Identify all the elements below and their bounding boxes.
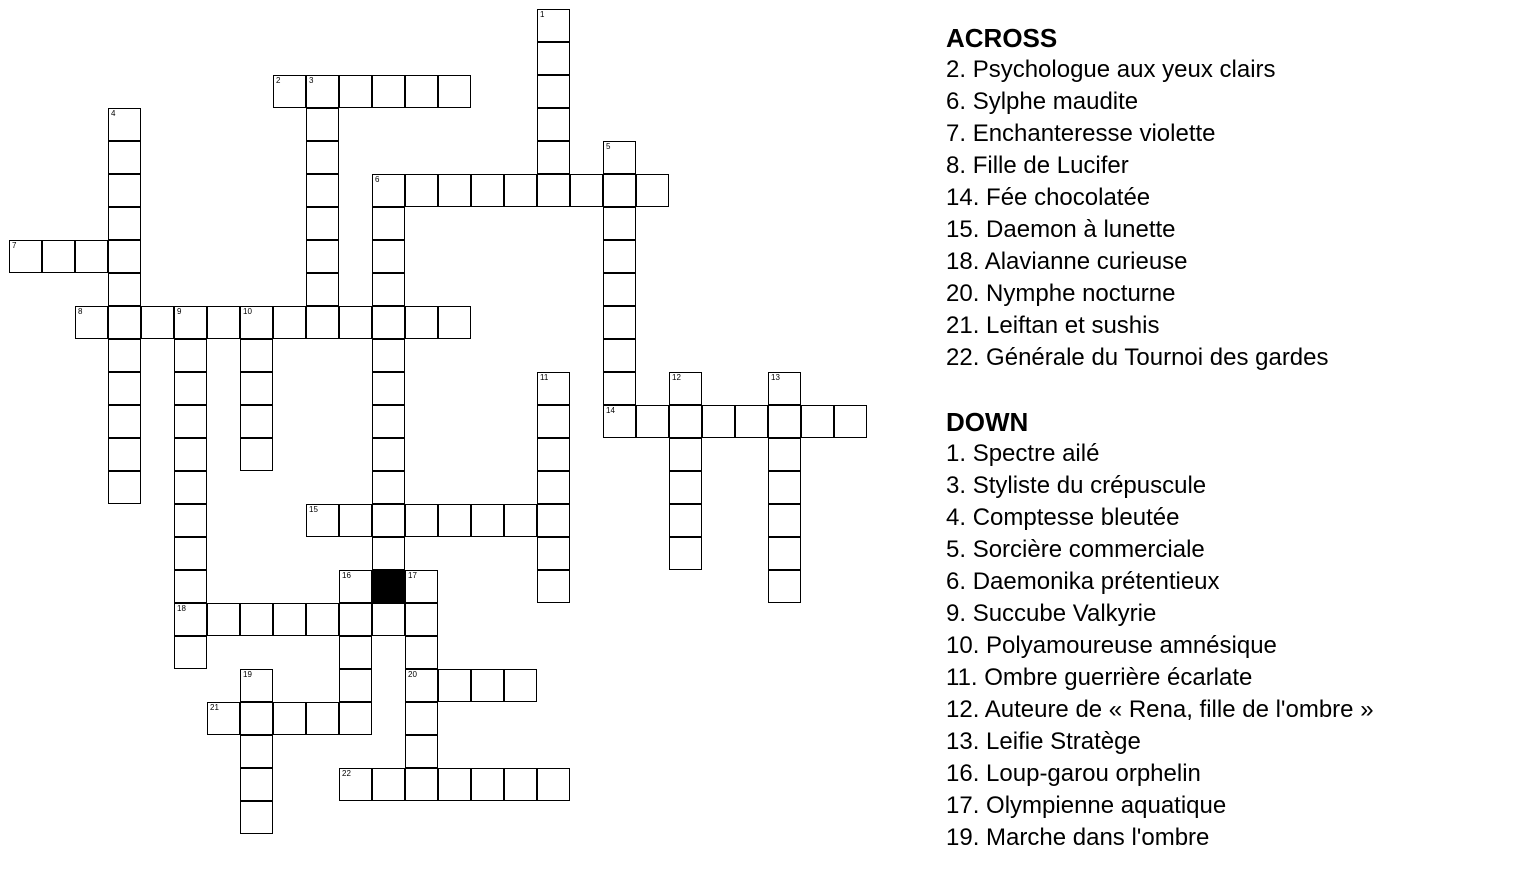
down-clue-3: 3. Styliste du crépuscule <box>946 472 1207 499</box>
grid-cell[interactable] <box>174 438 207 471</box>
across-clue-6: 6. Sylphe maudite <box>946 88 1139 115</box>
clue-number: 16 <box>946 760 973 787</box>
grid-cell[interactable] <box>405 636 438 669</box>
clue-text: Leifie Stratège <box>986 728 1141 755</box>
grid-cell[interactable] <box>273 306 306 339</box>
grid-cell[interactable] <box>306 75 339 108</box>
cell-number: 2 <box>276 76 281 85</box>
clue-text: Styliste du crépuscule <box>972 472 1207 499</box>
grid-cell[interactable] <box>768 471 801 504</box>
clue-list <box>946 22 1526 854</box>
clue-text: Alavianne curieuse <box>984 248 1188 275</box>
grid-cell[interactable] <box>240 669 273 702</box>
grid-cell[interactable] <box>405 768 438 801</box>
grid-cell[interactable] <box>669 438 702 471</box>
clue-number: 18 <box>946 248 973 275</box>
grid-cell[interactable] <box>537 174 570 207</box>
grid-cell[interactable] <box>273 75 306 108</box>
grid-cell[interactable] <box>372 75 405 108</box>
grid-cell[interactable] <box>537 108 570 141</box>
cell-number: 18 <box>177 604 186 613</box>
grid-cell[interactable] <box>405 306 438 339</box>
grid-cell[interactable] <box>636 405 669 438</box>
cell-number: 1 <box>540 10 545 19</box>
grid-cell[interactable] <box>504 768 537 801</box>
down-heading: DOWN <box>946 407 1029 437</box>
grid-cell[interactable] <box>603 405 636 438</box>
grid-cell[interactable] <box>372 537 405 570</box>
clue-text: Polyamoureuse amnésique <box>986 632 1277 659</box>
across-clue-7: 7. Enchanteresse violette <box>946 120 1216 147</box>
grid-cell[interactable] <box>108 207 141 240</box>
cell-number: 9 <box>177 307 182 316</box>
clue-number: 6 <box>946 568 960 595</box>
grid-cell[interactable] <box>438 504 471 537</box>
clue-number: 12 <box>946 696 973 723</box>
grid-cell[interactable] <box>174 504 207 537</box>
grid-cell[interactable] <box>372 207 405 240</box>
cell-number: 16 <box>342 571 351 580</box>
cell-number: 8 <box>78 307 83 316</box>
grid-cell[interactable] <box>537 405 570 438</box>
grid-cell[interactable] <box>768 504 801 537</box>
grid-cell[interactable] <box>108 372 141 405</box>
grid-cell[interactable] <box>537 438 570 471</box>
grid-cell[interactable] <box>240 339 273 372</box>
grid-cell[interactable] <box>339 75 372 108</box>
grid-cell[interactable] <box>240 405 273 438</box>
clue-number: 7 <box>946 120 960 147</box>
grid-cell[interactable] <box>768 537 801 570</box>
grid-cell[interactable] <box>108 471 141 504</box>
across-heading: ACROSS <box>946 23 1058 53</box>
grid-cell[interactable] <box>735 405 768 438</box>
grid-cell[interactable] <box>174 306 207 339</box>
grid-cell[interactable] <box>471 174 504 207</box>
grid-cell[interactable] <box>768 438 801 471</box>
cell-number: 12 <box>672 373 681 382</box>
grid-cell[interactable] <box>636 174 669 207</box>
grid-cell[interactable] <box>669 405 702 438</box>
cell-number: 3 <box>309 76 314 85</box>
clue-text: Nymphe nocturne <box>986 280 1176 307</box>
grid-cell[interactable] <box>108 438 141 471</box>
grid-cell[interactable] <box>570 174 603 207</box>
grid-cell[interactable] <box>537 471 570 504</box>
across-clue-21: 21. Leiftan et sushis <box>946 312 1160 339</box>
grid-cell[interactable] <box>372 273 405 306</box>
grid-cell[interactable] <box>306 207 339 240</box>
cell-number: 20 <box>408 670 417 679</box>
cell-number: 13 <box>771 373 780 382</box>
grid-cell[interactable] <box>174 471 207 504</box>
grid-cell[interactable] <box>174 372 207 405</box>
cell-number: 5 <box>606 142 611 151</box>
grid-cell[interactable] <box>306 240 339 273</box>
grid-cell[interactable] <box>471 669 504 702</box>
grid-cell[interactable] <box>537 75 570 108</box>
clue-number: 20 <box>946 280 973 307</box>
grid-cell[interactable] <box>240 438 273 471</box>
grid-cell[interactable] <box>207 603 240 636</box>
grid-cell[interactable] <box>405 669 438 702</box>
clue-number: 19 <box>946 824 973 851</box>
grid-cell[interactable] <box>75 306 108 339</box>
grid-cell[interactable] <box>240 306 273 339</box>
clue-text: Ombre guerrière écarlate <box>984 664 1253 691</box>
down-clue-16: 16. Loup-garou orphelin <box>946 760 1201 787</box>
clue-text: Psychologue aux yeux clairs <box>972 56 1276 83</box>
across-clue-8: 8. Fille de Lucifer <box>946 152 1129 179</box>
grid-cell[interactable] <box>471 504 504 537</box>
clue-text: Olympienne aquatique <box>986 792 1227 819</box>
grid-cell[interactable] <box>108 108 141 141</box>
grid-cell[interactable] <box>537 9 570 42</box>
across-clue-22: 22. Générale du Tournoi des gardes <box>946 344 1329 371</box>
across-clue-14: 14. Fée chocolatée <box>946 184 1151 211</box>
grid-cell[interactable] <box>174 636 207 669</box>
grid-cell[interactable] <box>240 801 273 834</box>
grid-cell[interactable] <box>240 372 273 405</box>
grid-cell[interactable] <box>174 603 207 636</box>
cell-number: 7 <box>12 241 17 250</box>
clue-text: Générale du Tournoi des gardes <box>986 344 1329 371</box>
grid-cell[interactable] <box>438 306 471 339</box>
grid-cell[interactable] <box>405 735 438 768</box>
grid-cell[interactable] <box>537 537 570 570</box>
down-clue-19: 19. Marche dans l'ombre <box>946 824 1210 851</box>
clue-text: Succube Valkyrie <box>972 600 1157 627</box>
grid-cell[interactable] <box>405 75 438 108</box>
grid-cell[interactable] <box>273 603 306 636</box>
grid-cell[interactable] <box>438 768 471 801</box>
across-clue-18: 18. Alavianne curieuse <box>946 248 1188 275</box>
grid-cell[interactable] <box>603 141 636 174</box>
grid-cell[interactable] <box>75 240 108 273</box>
down-clue-12: 12. Auteure de « Rena, fille de l'ombre » <box>946 696 1374 723</box>
grid-cell[interactable] <box>603 372 636 405</box>
grid-cell[interactable] <box>339 669 372 702</box>
grid-cell[interactable] <box>603 174 636 207</box>
grid-cell[interactable] <box>372 405 405 438</box>
grid-cell[interactable] <box>339 768 372 801</box>
grid-cell[interactable] <box>372 372 405 405</box>
clue-number: 5 <box>946 536 960 563</box>
grid-cell[interactable] <box>339 636 372 669</box>
grid-cell[interactable] <box>405 504 438 537</box>
cell-number: 19 <box>243 670 252 679</box>
grid-cell[interactable] <box>174 570 207 603</box>
down-clue-10: 10. Polyamoureuse amnésique <box>946 632 1277 659</box>
cell-number: 4 <box>111 109 116 118</box>
cell-number: 6 <box>375 175 380 184</box>
across-clue-20: 20. Nymphe nocturne <box>946 280 1176 307</box>
cell-number: 17 <box>408 571 417 580</box>
clue-number: 9 <box>946 600 960 627</box>
clue-text: Sylphe maudite <box>972 88 1139 115</box>
grid-cell[interactable] <box>669 372 702 405</box>
clue-number: 13 <box>946 728 973 755</box>
grid-cell[interactable] <box>174 339 207 372</box>
clue-text: Loup-garou orphelin <box>986 760 1201 787</box>
grid-cell[interactable] <box>603 339 636 372</box>
clue-text: Enchanteresse violette <box>972 120 1216 147</box>
grid-cell[interactable] <box>834 405 867 438</box>
grid-cell[interactable] <box>537 42 570 75</box>
down-clue-17: 17. Olympienne aquatique <box>946 792 1227 819</box>
grid-cell[interactable] <box>669 471 702 504</box>
clue-number: 15 <box>946 216 973 243</box>
grid-cell[interactable] <box>603 306 636 339</box>
grid-cell[interactable] <box>537 768 570 801</box>
clue-text: Sorcière commerciale <box>972 536 1205 563</box>
down-clue-6: 6. Daemonika prétentieux <box>946 568 1220 595</box>
clue-number: 1 <box>946 440 960 467</box>
across-clue-2: 2. Psychologue aux yeux clairs <box>946 56 1276 83</box>
grid-cell[interactable] <box>438 669 471 702</box>
grid-cell[interactable] <box>207 306 240 339</box>
black-cell <box>372 570 405 603</box>
grid-cell[interactable] <box>537 570 570 603</box>
grid-cell[interactable] <box>108 339 141 372</box>
cell-number: 21 <box>210 703 219 712</box>
grid-cell[interactable] <box>603 273 636 306</box>
grid-cell[interactable] <box>306 504 339 537</box>
down-clue-11: 11. Ombre guerrière écarlate <box>946 664 1253 691</box>
grid-cell[interactable] <box>405 174 438 207</box>
clue-text: Fée chocolatée <box>986 184 1151 211</box>
clue-text: Leiftan et sushis <box>986 312 1160 339</box>
grid-cell[interactable] <box>339 306 372 339</box>
cell-number: 15 <box>309 505 318 514</box>
grid-cell[interactable] <box>537 141 570 174</box>
clue-number: 21 <box>946 312 973 339</box>
clue-number: 14 <box>946 184 973 211</box>
down-clue-1: 1. Spectre ailé <box>946 440 1100 467</box>
grid-cell[interactable] <box>537 372 570 405</box>
grid-cell[interactable] <box>504 504 537 537</box>
clue-number: 17 <box>946 792 973 819</box>
grid-cell[interactable] <box>405 603 438 636</box>
clue-number: 4 <box>946 504 960 531</box>
grid-cell[interactable] <box>537 504 570 537</box>
down-clue-13: 13. Leifie Stratège <box>946 728 1141 755</box>
grid-cell[interactable] <box>768 570 801 603</box>
grid-cell[interactable] <box>240 702 273 735</box>
down-clues <box>946 438 1526 854</box>
clue-text: Spectre ailé <box>972 440 1100 467</box>
cell-number: 22 <box>342 769 351 778</box>
grid-cell[interactable] <box>438 174 471 207</box>
grid-cell[interactable] <box>240 768 273 801</box>
cell-number: 10 <box>243 307 252 316</box>
section-spacer <box>946 374 1526 406</box>
clue-number: 8 <box>946 152 960 179</box>
grid-cell[interactable] <box>339 603 372 636</box>
grid-cell[interactable] <box>273 702 306 735</box>
clue-number: 11 <box>946 664 971 691</box>
grid-cell[interactable] <box>372 438 405 471</box>
grid-cell[interactable] <box>669 537 702 570</box>
grid-cell[interactable] <box>240 735 273 768</box>
cell-number: 11 <box>540 373 549 382</box>
grid-cell[interactable] <box>339 570 372 603</box>
grid-cell[interactable] <box>372 504 405 537</box>
grid-cell[interactable] <box>603 207 636 240</box>
grid-cell[interactable] <box>306 141 339 174</box>
grid-cell[interactable] <box>372 174 405 207</box>
down-clue-4: 4. Comptesse bleutée <box>946 504 1180 531</box>
grid-cell[interactable] <box>405 570 438 603</box>
grid-cell[interactable] <box>108 141 141 174</box>
grid-cell[interactable] <box>42 240 75 273</box>
grid-cell[interactable] <box>405 702 438 735</box>
grid-cell[interactable] <box>306 174 339 207</box>
grid-cell[interactable] <box>141 306 174 339</box>
grid-cell[interactable] <box>702 405 735 438</box>
grid-cell[interactable] <box>306 306 339 339</box>
cell-number: 14 <box>606 406 615 415</box>
grid-cell[interactable] <box>372 471 405 504</box>
grid-cell[interactable] <box>174 405 207 438</box>
grid-cell[interactable] <box>174 537 207 570</box>
clue-text: Marche dans l'ombre <box>986 824 1210 851</box>
grid-cell[interactable] <box>504 174 537 207</box>
grid-cell[interactable] <box>339 504 372 537</box>
clue-number: 3 <box>946 472 960 499</box>
clue-text: Fille de Lucifer <box>972 152 1129 179</box>
grid-cell[interactable] <box>306 603 339 636</box>
across-clue-15: 15. Daemon à lunette <box>946 216 1176 243</box>
clue-text: Daemon à lunette <box>986 216 1176 243</box>
grid-cell[interactable] <box>372 306 405 339</box>
down-clue-9: 9. Succube Valkyrie <box>946 600 1157 627</box>
grid-cell[interactable] <box>306 273 339 306</box>
grid-cell[interactable] <box>306 108 339 141</box>
grid-cell[interactable] <box>306 702 339 735</box>
grid-cell[interactable] <box>240 603 273 636</box>
grid-cell[interactable] <box>108 240 141 273</box>
clue-number: 6 <box>946 88 960 115</box>
grid-cell[interactable] <box>603 240 636 273</box>
clue-number: 22 <box>946 344 973 371</box>
grid-cell[interactable] <box>372 339 405 372</box>
clue-text: Daemonika prétentieux <box>972 568 1220 595</box>
grid-cell[interactable] <box>669 504 702 537</box>
grid-cell[interactable] <box>372 603 405 636</box>
grid-cell[interactable] <box>108 306 141 339</box>
grid-cell[interactable] <box>108 405 141 438</box>
across-clues <box>946 54 1526 374</box>
grid-cell[interactable] <box>108 273 141 306</box>
grid-cell[interactable] <box>9 240 42 273</box>
grid-cell[interactable] <box>768 405 801 438</box>
grid-cell[interactable] <box>339 702 372 735</box>
grid-cell[interactable] <box>801 405 834 438</box>
clue-number: 10 <box>946 632 973 659</box>
grid-cell[interactable] <box>108 174 141 207</box>
grid-cell[interactable] <box>372 240 405 273</box>
clue-number: 2 <box>946 56 960 83</box>
clue-text: Auteure de « Rena, fille de l'ombre » <box>984 696 1374 723</box>
grid-cell[interactable] <box>438 75 471 108</box>
clue-text: Comptesse bleutée <box>972 504 1180 531</box>
grid-cell[interactable] <box>207 702 240 735</box>
grid-cell[interactable] <box>471 768 504 801</box>
grid-cell[interactable] <box>768 372 801 405</box>
down-clue-5: 5. Sorcière commerciale <box>946 536 1205 563</box>
grid-cell[interactable] <box>372 768 405 801</box>
grid-cell[interactable] <box>504 669 537 702</box>
